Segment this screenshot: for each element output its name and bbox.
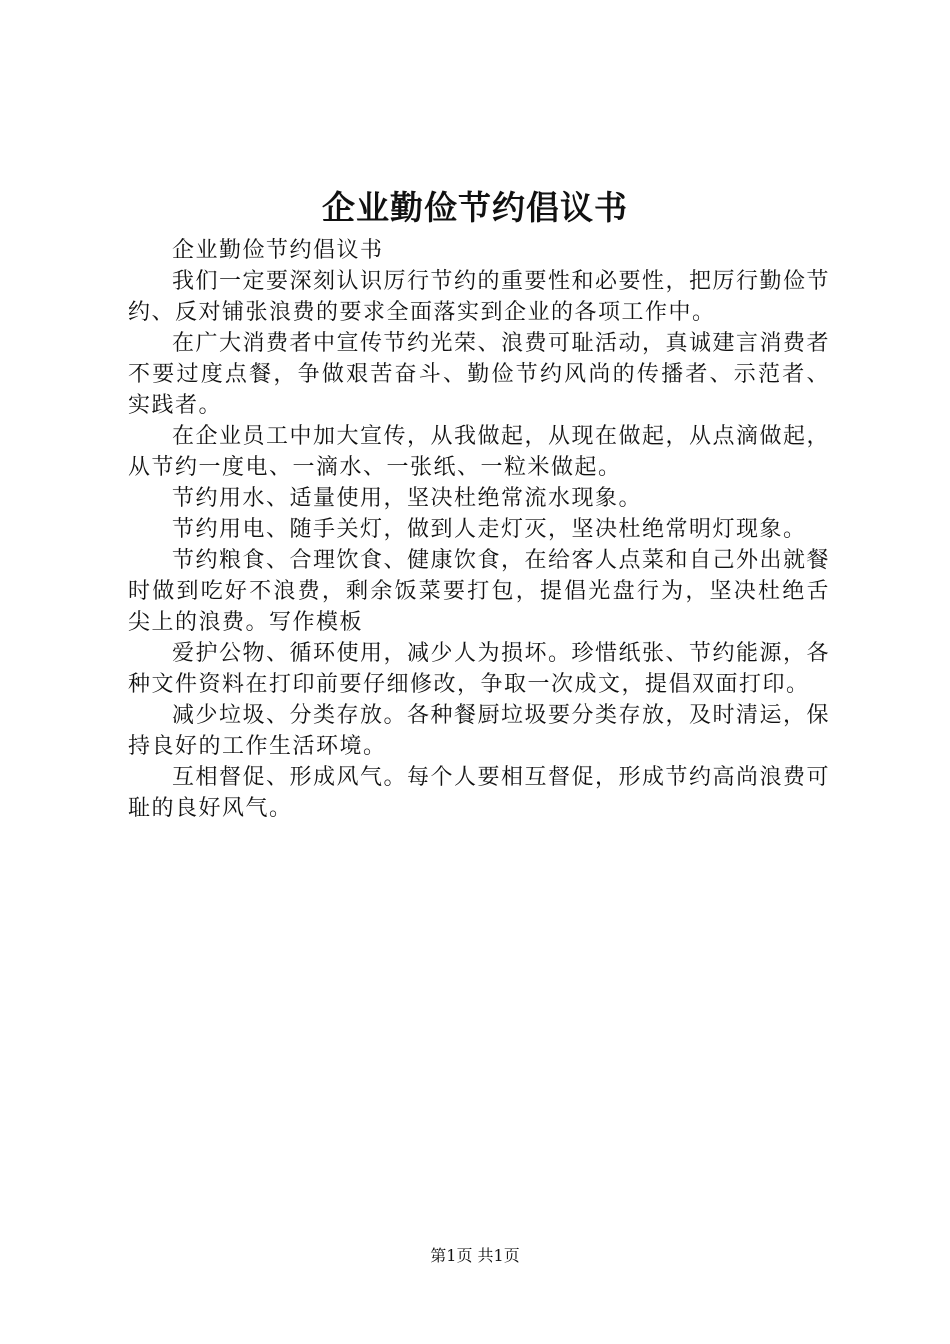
paragraph-garbage: 减少垃圾、分类存放。各种餐厨垃圾要分类存放，及时清运，保持良好的工作生活环境。 (128, 703, 831, 759)
paragraph-public-property: 爱护公物、循环使用，减少人为损坏。珍惜纸张、节约能源，各种文件资料在打印前要仔细修改，争取一次成文，提倡双面打印。 (128, 641, 831, 697)
paragraph-supervision: 互相督促、形成风气。每个人要相互督促，形成节约高尚浪费可耻的良好风气。 (128, 765, 831, 821)
paragraph-subtitle: 企业勤俭节约倡议书 (172, 238, 384, 263)
paragraph-electricity: 节约用电、随手关灯，做到人走灯灭，坚决杜绝常明灯现象。 (172, 517, 807, 542)
page-footer: 第1页 共1页 (430, 1246, 520, 1265)
paragraph-importance: 我们一定要深刻认识厉行节约的重要性和必要性，把厉行勤俭节约、反对铺张浪费的要求全面落实到企业的各项工作中。 (128, 269, 831, 325)
paragraph-food: 节约粮食、合理饮食、健康饮食，在给客人点菜和自己外出就餐时做到吃好不浪费，剩余饭菜要打包，提倡光盘行为，坚决杜绝舌尖上的浪费。写作模板 (128, 548, 831, 635)
document-title: 企业勤俭节约倡议书 (322, 188, 628, 227)
paragraph-employees: 在企业员工中加大宣传，从我做起，从现在做起，从点滴做起，从节约一度电、一滴水、一张纸、一粒米做起。 (128, 424, 831, 480)
paragraph-water: 节约用水、适量使用，坚决杜绝常流水现象。 (172, 486, 643, 511)
document-body (128, 235, 830, 824)
paragraph-consumers: 在广大消费者中宣传节约光荣、浪费可耻活动，真诚建言消费者不要过度点餐，争做艰苦奋斗、勤俭节约风尚的传播者、示范者、实践者。 (128, 331, 831, 418)
